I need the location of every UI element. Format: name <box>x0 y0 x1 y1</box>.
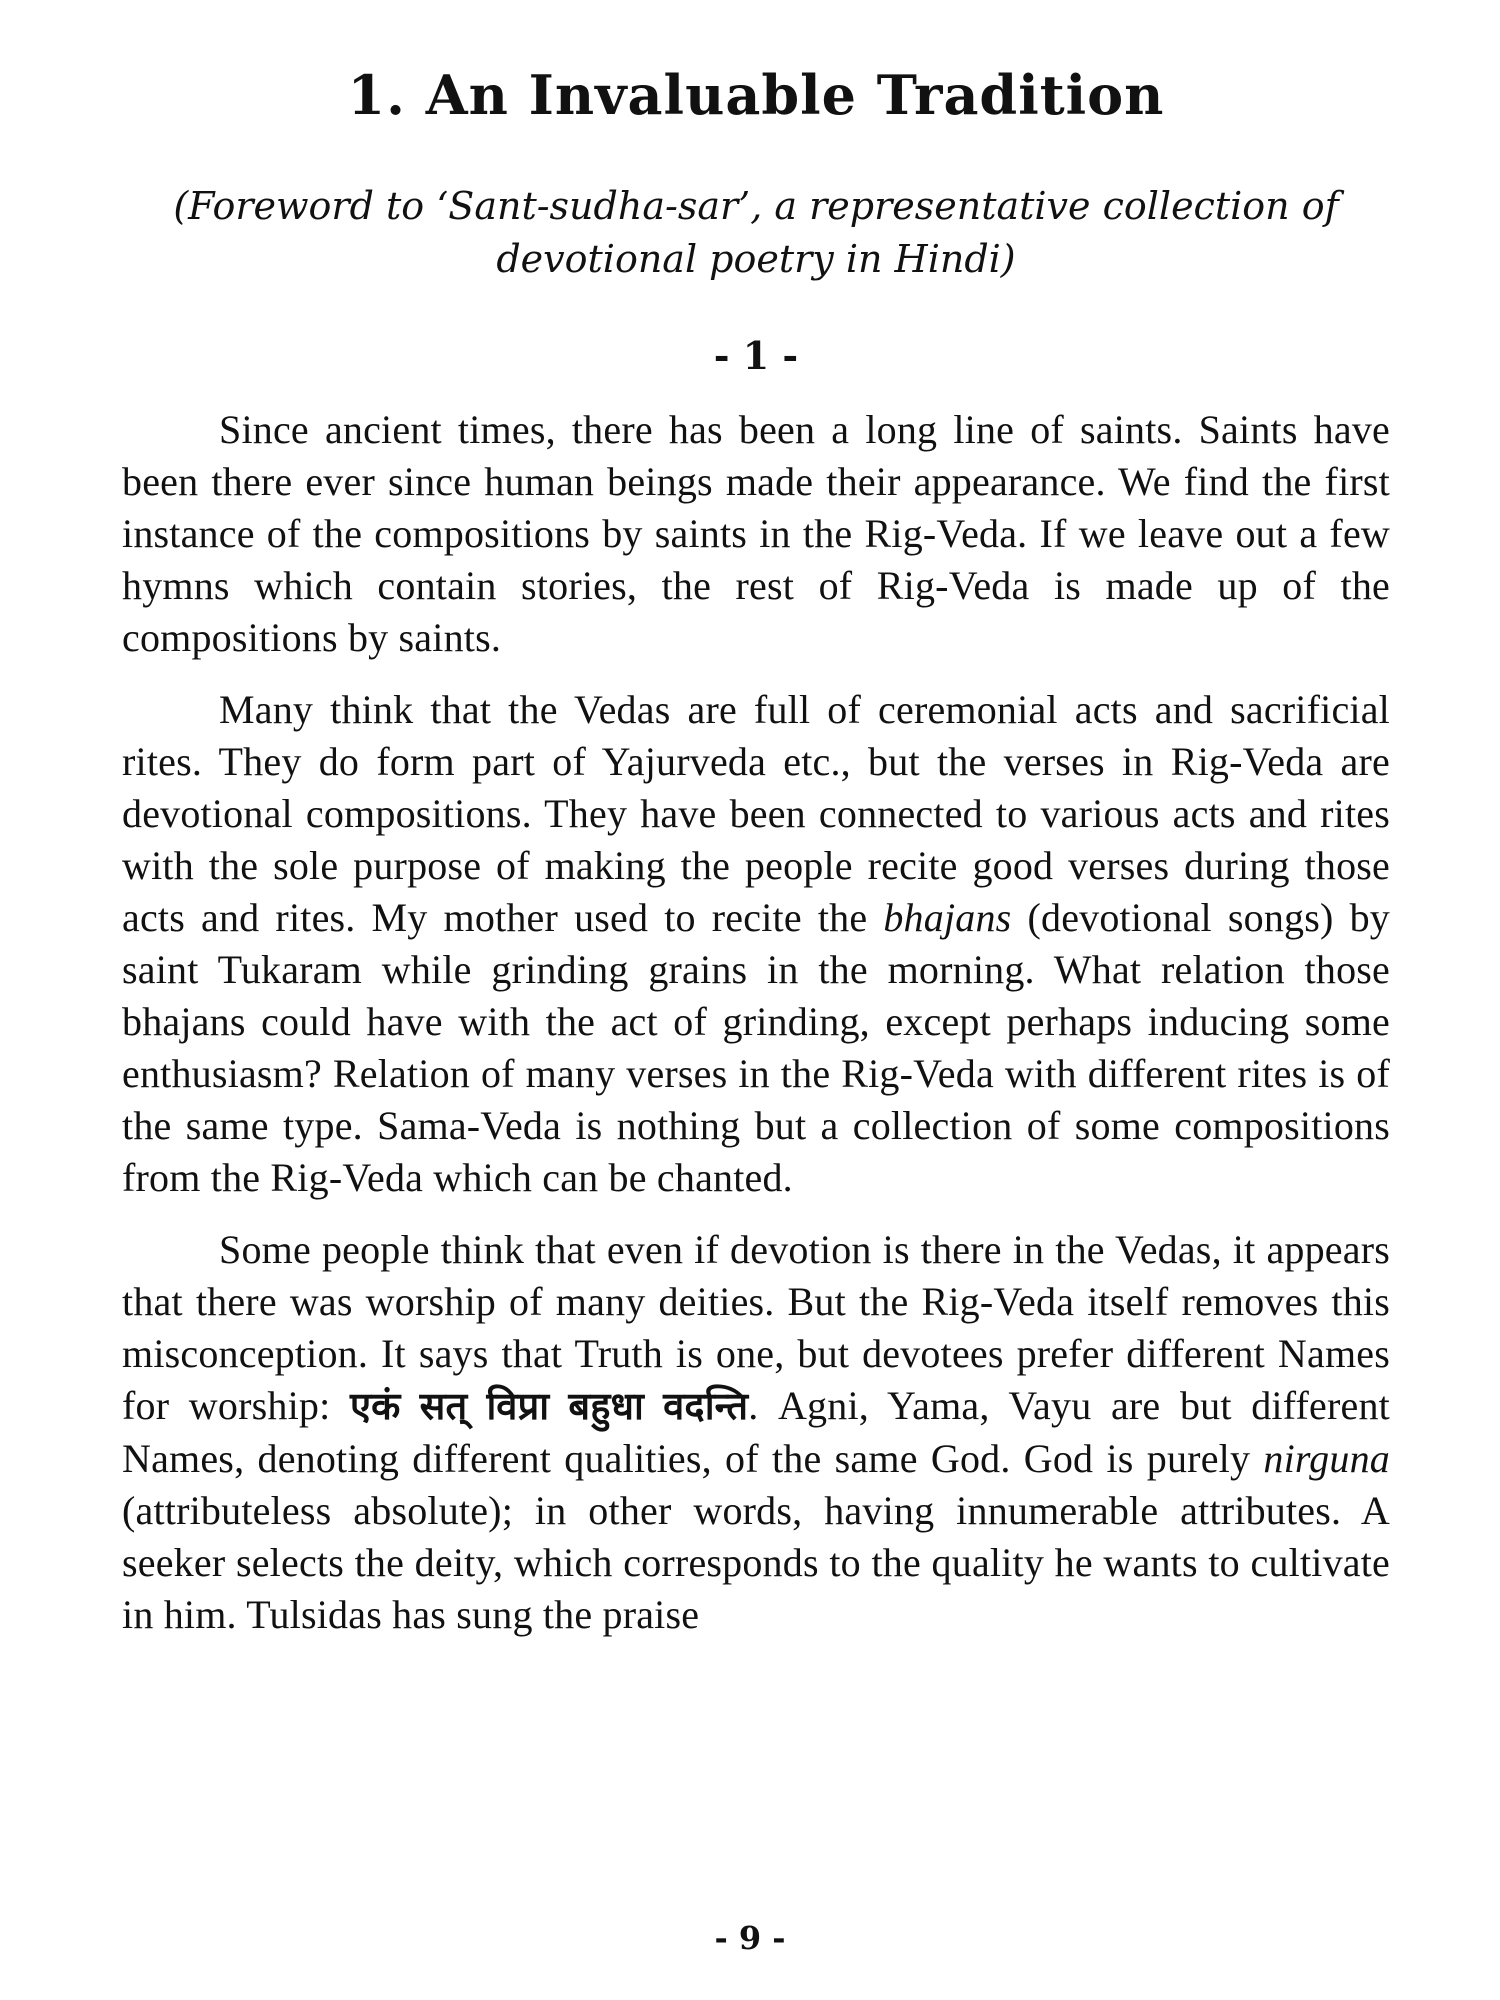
paragraph-3 <box>122 1224 1390 1641</box>
devanagari-quote: एकं सत् विप्रा बहुधा वदन्ति <box>349 1386 749 1428</box>
chapter-title: 1. An Invaluable Tradition <box>347 63 1165 127</box>
paragraph-1: Since ancient times, there has been a long line of saints. Saints have been there ever since human beings made their appearance. We find the first instance of the compositions by saints in the Rig-Veda. If we leave out a few hymns which contain stories, the rest of Rig-Veda is made up of the compositions by saints. <box>122 407 1390 660</box>
paragraph-2-text-part-2: (devotional songs) by saint Tukaram while grinding grains in the morning. What relation those bhajans could have with the act of grinding, except perhaps inducing some enthusiasm? Relation of many verses in the Rig-Veda with different rites is of the same type. Sama-Veda is nothing but a collection of some compositions from the Rig-Veda which can be chanted. <box>122 895 1390 1200</box>
chapter-subtitle: (Foreword to ‘Sant-sudha-sar’, a representative collection of devotional poetry in Hindi) <box>173 184 1339 281</box>
paragraph-3-text-part-3: (attributeless absolute); in other words, having innumerable attributes. A seeker selects the deity, which corresponds to the quality he wants to cultivate in him. Tulsidas has sung the praise <box>122 1488 1390 1637</box>
page-number: - 9 - <box>714 1919 786 1957</box>
paragraph-2-italic-word: bhajans <box>883 895 1012 940</box>
paragraph-2 <box>122 684 1390 1204</box>
section-number: - 1 - <box>713 333 799 378</box>
paragraph-3-italic-word: nirguna <box>1263 1436 1390 1481</box>
paragraph-3-text-part-2: . Agni, Yama, Vayu are but different Names, denoting different qualities, of the same God. God is purely <box>122 1383 1390 1481</box>
document-page <box>122 60 1390 1960</box>
paragraph-2-text-part-1: Many think that the Vedas are full of ceremonial acts and sacrificial rites. They do form part of Yajurveda etc., but the verses in Rig-Veda are devotional compositions. They have been connected to various acts and rites with the sole purpose of making the people recite good verses during those acts and rites. My mother used to recite the <box>122 687 1390 940</box>
paragraph-3-text-part-1: Some people think that even if devotion is there in the Vedas, it appears that there was worship of many deities. But the Rig-Veda itself removes this misconception. It says that Truth is one, but devotees prefer different Names for worship: <box>122 1227 1390 1428</box>
